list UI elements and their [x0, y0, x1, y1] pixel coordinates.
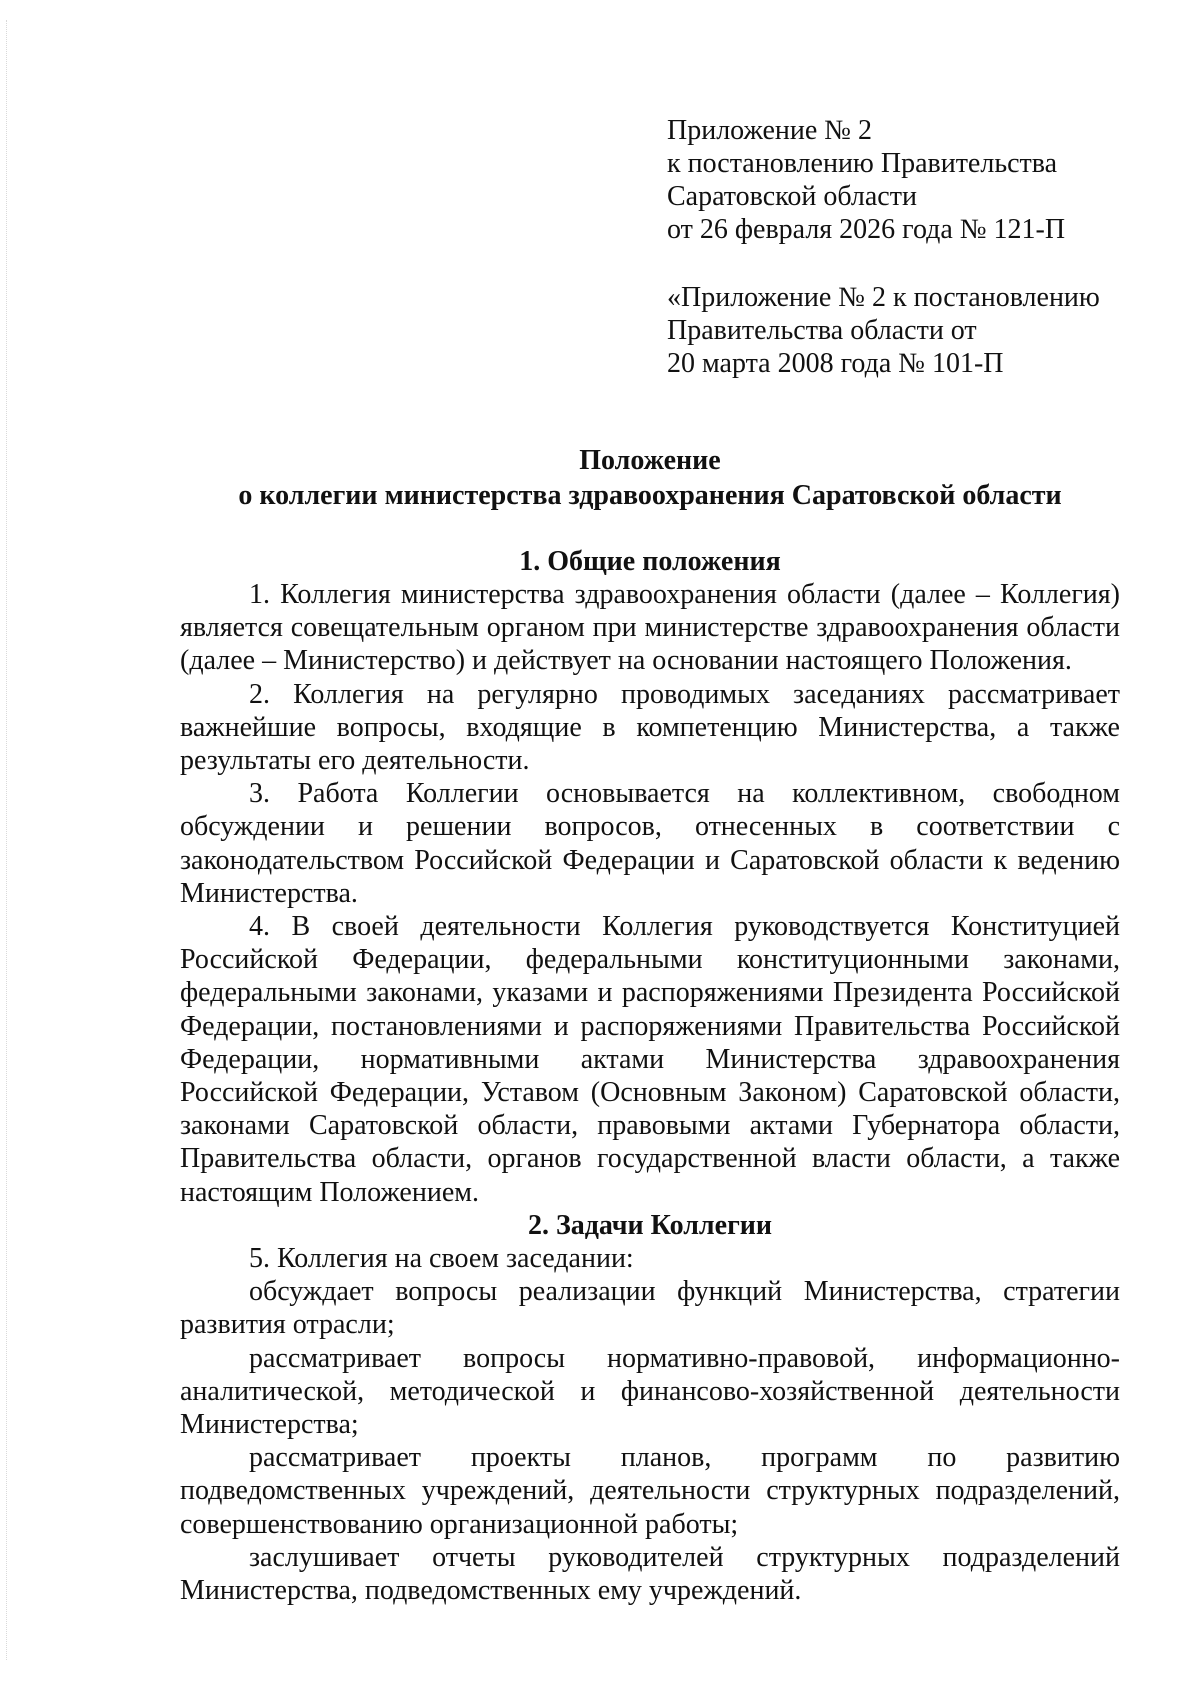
- appendix-line: от 26 февраля 2026 года № 121-П: [667, 214, 1066, 245]
- section-2-heading: 2. Задачи Коллегии: [527, 1210, 773, 1241]
- quoted-appendix-line: Правительства области от: [667, 315, 977, 346]
- quoted-appendix-line: «Приложение № 2 к постановлению: [667, 282, 1100, 313]
- quoted-appendix-header: [667, 281, 1100, 380]
- appendix-header: [667, 114, 1065, 246]
- paragraph: 2. Коллегия на регулярно проводимых заседаниях рассматривает важнейшие вопросы, входящие в компетенцию Министерства, а также результаты его деятельности.: [180, 678, 1120, 777]
- document-title: [180, 443, 1120, 513]
- paragraph: 4. В своей деятельности Коллегия руководствуется Конституцией Российской Федерации, федеральными конституционными законами, федеральными законами, указами и распоряжениями Президента Российской Федерации, постановлениями и распоряжениями Правительства Российской Федерации, нормативными актами Министерства здравоохранения Российской Федерации, Уставом (Основным Законом) Саратовской области, законами Саратовской области, правовыми актами Губернатора области, Правительства области, органов государственной власти области, а также настоящим Положением.: [180, 911, 1120, 1208]
- section-1-body: [180, 578, 1120, 1209]
- title-line-1: Положение: [579, 445, 721, 476]
- paragraph: 1. Коллегия министерства здравоохранения области (далее – Коллегия) является совещательным органом при министерстве здравоохранения области (далее – Министерство) и действует на основании настоящего Положения.: [180, 579, 1120, 677]
- appendix-line: к постановлению Правительства: [667, 148, 1058, 179]
- paragraph: рассматривает вопросы нормативно-правовой, информационно-аналитической, методической и финансово-хозяйственной деятельности Министерства;: [180, 1342, 1120, 1441]
- appendix-line: Саратовской области: [667, 181, 917, 212]
- paragraph: рассматривает проекты планов, программ по развитию подведомственных учреждений, деятельности структурных подразделений, совершенствованию организационной работы;: [180, 1442, 1120, 1540]
- title-line-2: о коллегии министерства здравоохранения Саратовской области: [238, 480, 1062, 511]
- appendix-line: Приложение № 2: [667, 115, 872, 146]
- paragraph: 5. Коллегия на своем заседании:: [249, 1243, 634, 1274]
- scan-edge-dots: [6, 20, 7, 1660]
- quoted-appendix-line: 20 марта 2008 года № 101-П: [667, 348, 1004, 379]
- section-1-heading: 1. Общие положения: [519, 546, 781, 577]
- paragraph: 3. Работа Коллегии основывается на коллективном, свободном обсуждении и решении вопросов, отнесенных в соответствии с законодательством Российской Федерации и Саратовской области к ведению Министерства.: [180, 778, 1120, 909]
- paragraph: заслушивает отчеты руководителей структурных подразделений Министерства, подведомственных ему учреждений.: [180, 1541, 1120, 1607]
- paragraph: обсуждает вопросы реализации функций Министерства, стратегии развития отрасли;: [180, 1276, 1120, 1341]
- section-2-body: [180, 1242, 1120, 1607]
